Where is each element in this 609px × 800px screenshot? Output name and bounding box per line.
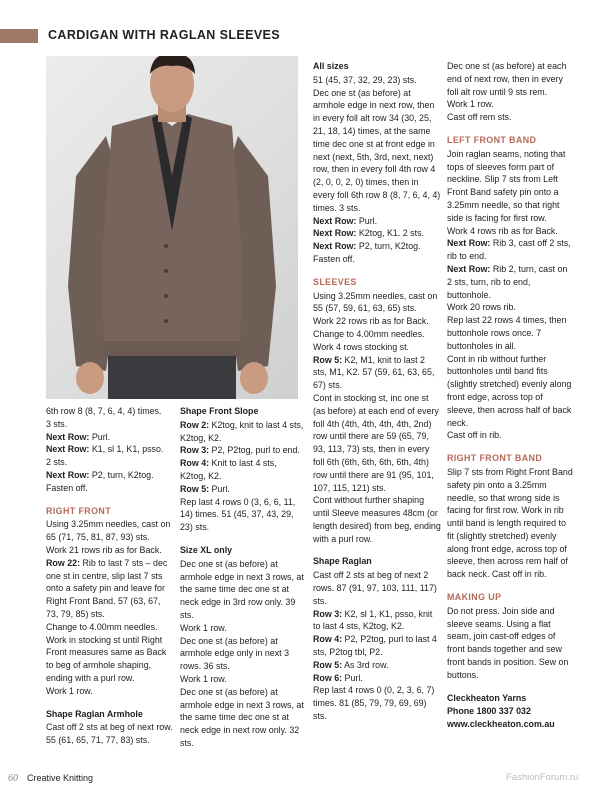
row-label: Next Row:: [46, 469, 90, 480]
row-label: Row 4:: [180, 458, 210, 469]
magazine-name: Creative Knitting: [27, 773, 94, 783]
left-hand: [76, 362, 104, 394]
yarn-website: www.cleckheaton.com.au: [447, 719, 555, 730]
row-label: Row 5:: [313, 354, 343, 365]
row-label: Row 6:: [313, 672, 343, 683]
text: Using 3.25mm needles, cast on 65 (71, 75, 81, 87, 93) sts.: [46, 519, 171, 543]
button: [164, 294, 168, 298]
column-3: [313, 60, 441, 723]
yarn-phone: Phone 1800 337 032: [447, 706, 531, 717]
instruction-row: [180, 483, 304, 496]
text: Dec one st (as before) at armhole edge in next 3 rows, at the same time dec one st at neck edge in next row only. 32 sts.: [180, 686, 304, 748]
row-text: K2, sl 1, K1, psso, knit to last 4 sts, K2tog, K2.: [313, 608, 433, 632]
text: Rep last 4 rows 0 (0, 2, 3, 6, 7) times. 81 (85, 79, 79, 69, 69) sts.: [313, 685, 435, 722]
row-text: K2tog, knit to last 4 sts, K2tog, K2.: [180, 419, 304, 443]
row-text: Rib 2, turn, cast on 2 sts, turn, rib to end, buttonhole.: [447, 263, 568, 300]
page-number: 60: [8, 773, 18, 784]
page-title: CARDIGAN WITH RAGLAN SLEEVES: [48, 28, 281, 42]
row-label: Next Row:: [447, 263, 491, 274]
button: [164, 244, 168, 248]
text: 51 (45, 37, 32, 29, 23) sts.: [313, 74, 417, 85]
watermark: FashionForum.ru: [506, 772, 579, 783]
instruction-row: [46, 443, 174, 456]
text: Work 1 row.: [46, 685, 93, 696]
instruction-row: [313, 215, 441, 228]
yarn-company: Cleckheaton Yarns: [447, 692, 527, 703]
text: 6th row 8 (8, 7, 6, 4, 4) times.: [46, 406, 162, 416]
text: Work 1 row.: [180, 622, 227, 633]
subheading-shape-raglan: Shape Raglan: [313, 556, 372, 567]
row-text: Purl.: [209, 483, 230, 494]
subheading-shape-raglan-armhole: Shape Raglan Armhole: [46, 708, 143, 719]
section-heading-right-front: RIGHT FRONT: [46, 505, 112, 516]
row-label: Row 4:: [313, 634, 343, 645]
row-label: Row 3:: [180, 445, 210, 456]
column-2: [180, 405, 304, 750]
subheading-all-sizes: All sizes: [313, 61, 349, 71]
instruction-row: [180, 444, 304, 457]
text: Cont in rib without further buttonholes until band fits (slightly stretched) evenly along front edge, across top of sleeve, then across half of back neck.: [447, 353, 572, 428]
text: Work 4 rows rib as for Back.: [447, 225, 558, 236]
text: Cast off rem sts.: [447, 112, 512, 123]
text: Do not press. Join side and sleeve seams. Using a flat seam, join cast-off edges of front bands together and sew front bands in position. Sew on buttons.: [447, 605, 569, 680]
row-label: Row 5:: [313, 659, 343, 670]
section-heading-left-front-band: LEFT FRONT BAND: [447, 134, 537, 145]
instruction-row: [46, 469, 174, 482]
instruction-row: [46, 557, 174, 621]
row-label: Row 2:: [180, 419, 210, 430]
instruction-row: [180, 419, 304, 445]
text: Join raglan seams, noting that tops of sleeves form part of neckline. Slip 7 sts from Left Front Band safety pin onto a 3.25mm needle, so that right side is facing for first row.: [447, 148, 566, 223]
row-label: Row 5:: [180, 483, 210, 494]
text: Work in stocking st until Right Front measures same as Back to beg of armhole shaping, ending with a purl row.: [46, 634, 167, 683]
text: Work 21 rows rib as for Back.: [46, 544, 162, 555]
instruction-row: [313, 227, 441, 240]
text: Work 20 rows rib.: [447, 302, 516, 313]
text: Work 4 rows stocking st.: [313, 341, 410, 352]
instruction-row: [313, 633, 441, 659]
row-text: K2, M1, knit to last 2 sts, M1, K2. 57 (59, 61, 63, 65, 67) sts.: [313, 354, 435, 391]
text: Dec one st (as before) at each end of next row, then in every foll alt row until 9 sts rem.: [447, 61, 567, 97]
column-4: [447, 60, 573, 731]
instruction-row: [447, 263, 573, 301]
text: Cast off in rib.: [447, 430, 502, 441]
text: Work 1 row.: [447, 99, 494, 110]
text: Dec one st (as before) at armhole edge only in next 3 rows. 36 sts.: [180, 635, 290, 672]
text: Rep last 4 rows 0 (3, 6, 6, 11, 14) times. 51 (45, 37, 43, 29, 23) sts.: [180, 496, 296, 533]
text: Cast off 2 sts at beg of next row. 55 (61, 65, 71, 77, 83) sts.: [46, 722, 173, 746]
text: Work 1 row.: [180, 673, 227, 684]
row-text: P2, P2tog, purl to last 4 sts, P2tog tbl, P2.: [313, 634, 437, 658]
text: Dec one st (as before) at armhole edge in next row, then in every foll alt row 34 (30, 25, 21, 18, 14) times, at the same time dec one st at front edge in next (next, 5th, 3rd, next, next) row, then in every foll 4th row 4 (2, 0, 0, 2, 0) times, then in every foll 6th row 8 (8, 7, 6, 4, 4) times. 3 sts.: [313, 87, 441, 213]
row-text: Purl.: [89, 431, 111, 442]
row-label: Next Row:: [313, 241, 357, 252]
text: Fasten off.: [313, 253, 355, 264]
text: Work 22 rows rib as for Back.: [313, 316, 429, 327]
row-text: Rib to last 7 sts – dec one st in centre, slip last 7 sts onto a safety pin and leave for Right Front Band. 57 (63, 67, 73, 79, 85) sts.: [46, 557, 168, 619]
text: Cast off 2 sts at beg of next 2 rows. 87 (91, 97, 103, 111, 117) sts.: [313, 570, 437, 606]
title-accent-bar: [0, 29, 38, 43]
row-text: P2, turn, K2tog.: [356, 241, 421, 252]
text: Change to 4.00mm needles.: [313, 328, 425, 339]
instruction-row: [180, 457, 304, 483]
text: Using 3.25mm needles, cast on 55 (57, 59, 61, 63, 65) sts.: [313, 290, 438, 314]
row-text: As 3rd row.: [342, 659, 389, 670]
text: 3 sts.: [46, 418, 68, 429]
subheading-shape-front-slope: Shape Front Slope: [180, 406, 259, 416]
row-text: Purl.: [356, 215, 378, 226]
column-1: [46, 405, 174, 747]
text: Rep last 22 rows 4 times, then buttonhole rows once. 7 buttonholes in all.: [447, 315, 567, 351]
instruction-row: [313, 659, 441, 672]
section-heading-making-up: MAKING UP: [447, 592, 502, 603]
instruction-row: [313, 672, 441, 685]
section-heading-right-front-band: RIGHT FRONT BAND: [447, 453, 543, 464]
model-photo: [46, 56, 298, 399]
instruction-row: [313, 240, 441, 253]
hem-ribbing: [104, 341, 240, 356]
jeans: [108, 356, 236, 399]
text: Cont in stocking st, inc one st (as before) at each end of every foll 4th (4th, 4th, 4th, 4th, 2nd) row until there are 59 (65, 79, 93, 113, 73) sts, then in every foll 6th (6th, 6th, 6th, 6th, 4th) row until there are 91 (95, 101, 107, 115, 121) sts.: [313, 392, 439, 493]
row-text: Purl.: [342, 672, 363, 683]
row-text: K2tog, K1. 2 sts.: [356, 228, 424, 239]
text: Slip 7 sts from Right Front Band safety pin onto a 3.25mm needle, so that wrong side is facing for first row. Work in rib until band is length required to fit (slightly stretched) evenly along front edge, across top of sleeve, then across rem half of back neck. Cast off in rib.: [447, 466, 573, 580]
text: Cont without further shaping until Sleeve measures 48cm (or length desired) from beg, ending with a purl row.: [313, 495, 441, 544]
subheading-size-xl-only: Size XL only: [180, 544, 233, 555]
right-hand: [240, 362, 268, 394]
section-heading-sleeves: SLEEVES: [313, 276, 357, 287]
row-label: Row 22:: [46, 557, 81, 568]
row-text: K1, sl 1, K1, psso.: [89, 444, 164, 455]
row-label: Next Row:: [46, 431, 90, 442]
text: Dec one st (as before) at armhole edge in next 3 rows, at the same time dec one st at neck edge in 3rd row only. 39 sts.: [180, 558, 304, 620]
row-label: Next Row:: [313, 215, 357, 226]
instruction-row: [313, 354, 441, 392]
row-label: Next Row:: [447, 238, 491, 249]
row-label: Next Row:: [46, 444, 90, 455]
row-text: Knit to last 4 sts, K2tog, K2.: [180, 458, 277, 481]
instruction-row: [313, 608, 441, 634]
row-label: Next Row:: [313, 228, 357, 239]
cardigan-body: [102, 114, 242, 356]
model-illustration: [46, 56, 298, 399]
row-text: Rib 3, cast off 2 sts, rib to end.: [447, 238, 571, 262]
button: [164, 269, 168, 273]
row-text: P2, turn, K2tog.: [89, 469, 154, 480]
row-text: P2, P2tog, purl to end.: [209, 445, 300, 456]
instruction-row: [447, 237, 573, 263]
text: Fasten off.: [46, 482, 88, 493]
button: [164, 319, 168, 323]
text: 2 sts.: [46, 457, 68, 468]
text: Change to 4.00mm needles.: [46, 621, 158, 632]
row-label: Row 3:: [313, 608, 343, 619]
instruction-row: [46, 431, 174, 444]
